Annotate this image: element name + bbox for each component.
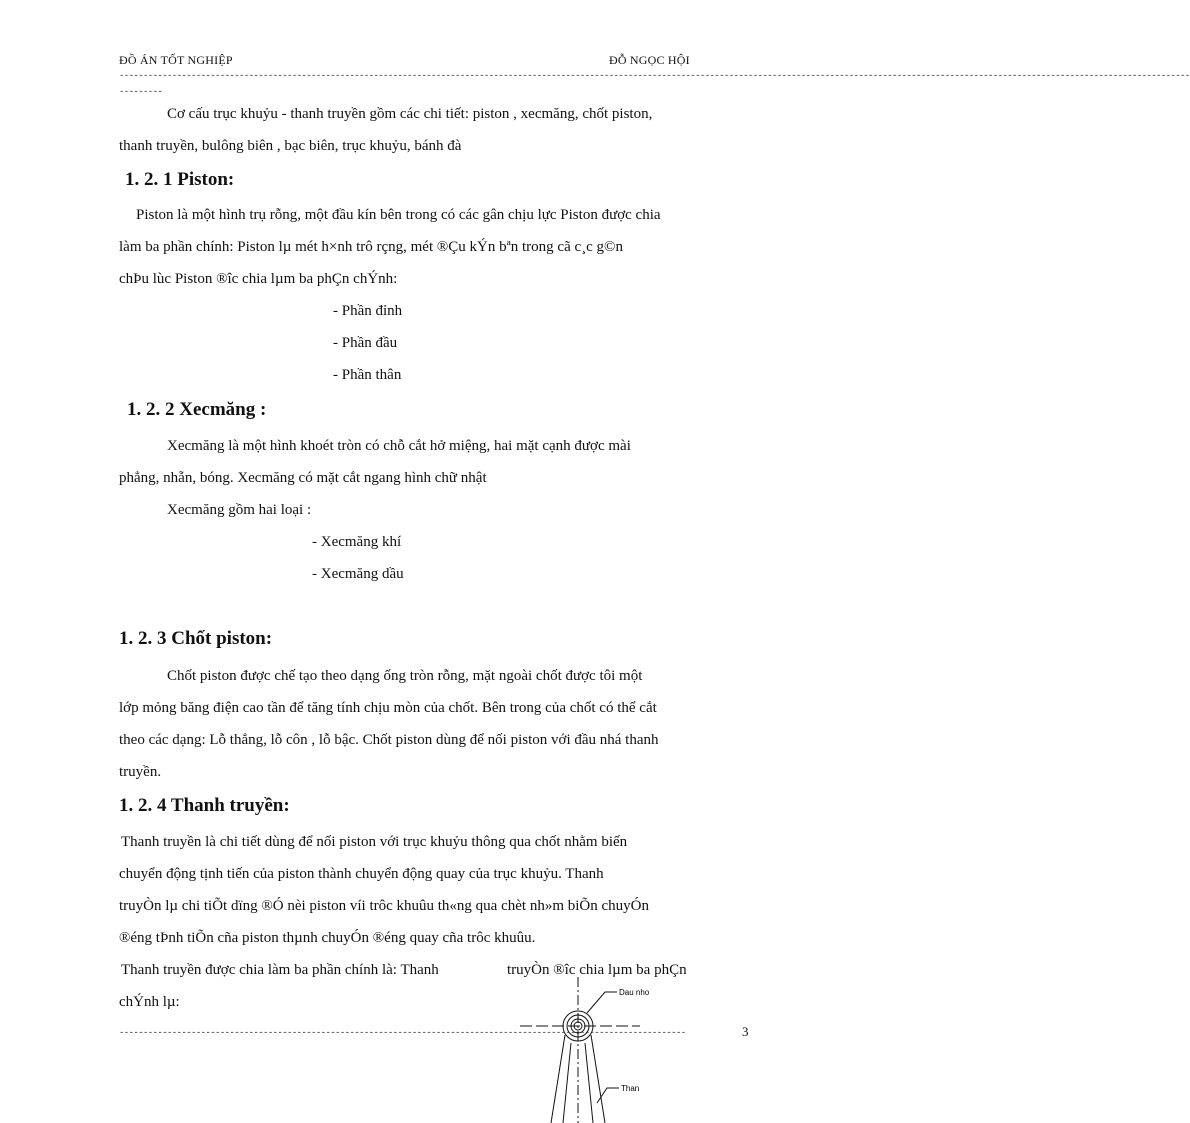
header-left-title: ĐỒ ÁN TỐT NGHIỆP xyxy=(119,53,233,67)
figure-rod-left-edge xyxy=(551,1035,565,1123)
thanh-truyen-line-4: ®éng tÞnh tiÕn cña piston thµnh chuyÓn ®éng quay cña trôc khuûu. xyxy=(119,930,536,946)
piston-line-1: Piston là một hình trụ rỗng, một đầu kín bên trong có các gân chịu lực Piston được chia xyxy=(136,207,661,223)
page-number: 3 xyxy=(742,1024,749,1039)
heading-chot-piston: 1. 2. 3 Chốt piston: xyxy=(119,628,273,649)
figure-rod-right-edge xyxy=(591,1035,605,1123)
thanh-truyen-line-6: chÝnh lµ: xyxy=(119,994,180,1010)
piston-part-crown: - Phần đỉnh xyxy=(333,303,403,319)
xecmang-line-1: Xecmăng là một hình khoét tròn có chỗ cắt hở miệng, hai mặt cạnh được mài xyxy=(167,438,631,454)
heading-xecmang: 1. 2. 2 Xecmăng : xyxy=(127,399,267,420)
piston-part-head: - Phần đầu xyxy=(333,335,398,351)
piston-line-3: chÞu lùc Piston ®îc chia lµm ba phÇn chÝnh: xyxy=(119,271,398,287)
xecmang-type-compression: - Xecmăng khí xyxy=(312,534,402,550)
header-rule: ------------------------------------------------------------------------------------------------------------------------------------------------------------------------------------------------------------------------------- xyxy=(119,71,1190,81)
thanh-truyen-line-5b: truyÒn ®îc chia lµm ba phÇn xyxy=(507,954,687,986)
chot-line-1: Chốt piston được chế tạo theo dạng ống tròn rỗng, mặt ngoài chốt được tôi một xyxy=(167,668,643,684)
connecting-rod-figure xyxy=(515,975,715,1123)
heading-piston: 1. 2. 1 Piston: xyxy=(125,169,235,190)
figure-label-body: Than xyxy=(621,1084,640,1093)
chot-line-3: theo các dạng: Lỗ thẳng, lỗ côn , lỗ bậc. Chốt piston dùng để nối piston với đầu nhá thanh xyxy=(119,732,659,748)
thanh-truyen-line-5a: Thanh truyền được chia làm ba phần chính là: Thanh xyxy=(121,962,439,978)
header-right-author: ĐỖ NGỌC HỘI xyxy=(609,53,690,67)
intro-line-1: Cơ cấu trục khuỷu - thanh truyền gồm các chi tiết: piston , xecmăng, chốt piston, xyxy=(167,106,653,122)
header-rule-tail: --------- xyxy=(119,87,163,97)
piston-part-skirt: - Phần thân xyxy=(333,367,402,383)
thanh-truyen-line-1: Thanh truyền là chi tiết dùng để nối piston với trục khuỷu thông qua chốt nhằm biến xyxy=(121,834,628,850)
piston-line-2: làm ba phần chính: Piston lµ mét h×nh trô rçng, mét ®Çu kÝn bªn trong cã c¸c g©n xyxy=(119,239,623,255)
chot-line-4: truyền. xyxy=(119,764,162,780)
heading-thanh-truyen: 1. 2. 4 Thanh truyền: xyxy=(119,795,290,816)
footer-rule-tail: -- xyxy=(676,1028,686,1038)
intro-line-2: thanh truyền, bulông biên , bạc biên, trục khuỷu, bánh đà xyxy=(119,138,462,154)
chot-line-2: lớp mỏng băng điện cao tần để tăng tính chịu mòn của chốt. Bên trong của chốt có thể cắt xyxy=(119,700,657,716)
xecmang-line-2: phẳng, nhẵn, bóng. Xecmăng có mặt cắt ngang hình chữ nhật xyxy=(119,470,487,486)
figure-leader-small-end xyxy=(587,992,617,1013)
thanh-truyen-line-2: chuyển động tịnh tiến của piston thành chuyển động quay của trục khuỷu. Thanh xyxy=(119,866,604,882)
footer-rule: -------------------------------------------------------------------------------------------------------------------- xyxy=(119,1028,676,1038)
figure-label-small-end: Dau nho xyxy=(619,988,650,997)
xecmang-line-3: Xecmăng gồm hai loại : xyxy=(167,502,312,518)
thanh-truyen-line-3: truyÒn lµ chi tiÕt dïng ®Ó nèi piston víi trôc khuûu th«ng qua chèt nh»m biÕn chuyÓn xyxy=(119,898,649,914)
xecmang-type-oil: - Xecmăng dầu xyxy=(312,566,404,582)
